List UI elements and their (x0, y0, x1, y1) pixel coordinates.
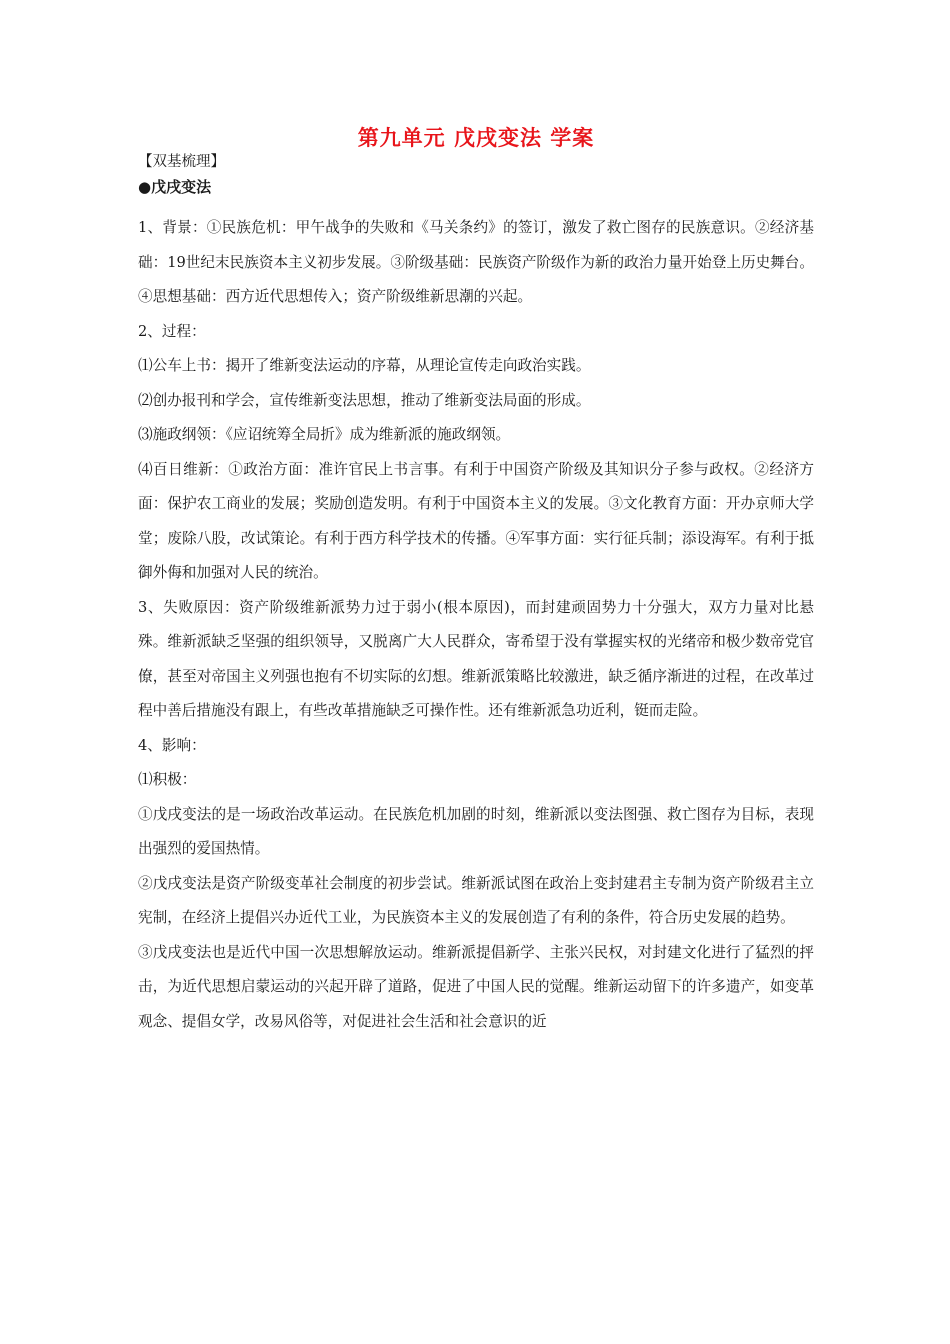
paragraph-impact-positive: ⑴积极： (138, 771, 197, 788)
paragraph-failure-reasons: 3、失败原因：资产阶级维新派势力过于弱小(根本原因)，而封建顽固势力十分强大，双方力量对比悬殊。维新派缺乏坚强的组织领导，又脱离广大人民群众，寄希望于没有掌握实权的光绪帝和极少数帝党官僚，甚至对帝国主义列强也抱有不切实际的幻想。维新派策略比较激进，缺乏循序渐进的过程，在改革过程中善后措施没有跟上，有些改革措施缺乏可操作性。还有维新派急功近利，铤而走险。 (138, 598, 814, 719)
section-tag: 【双基梳理】 (138, 154, 225, 170)
paragraph-process-3: ⑶施政纲领：《应诏统筹全局折》成为维新派的施政纲领。 (138, 426, 511, 443)
paragraph-process-heading: 2、过程： (138, 322, 206, 340)
paragraph-background: 1、背景：①民族危机：甲午战争的失败和《马关条约》的签订，激发了救亡图存的民族意识。②经济基础：19世纪末民族资本主义初步发展。③阶级基础：民族资产阶级作为新的政治力量开始登上历史舞台。④思想基础：西方近代思想传入；资产阶级维新思潮的兴起。 (138, 219, 814, 305)
document-title: 第九单元 戊戌变法 学案 (357, 126, 595, 150)
paragraph-impact-heading: 4、影响： (138, 736, 206, 754)
paragraph-process-1: ⑴公车上书：揭开了维新变法运动的序幕，从理论宣传走向政治实践。 (138, 357, 591, 374)
paragraph-impact-3: ③戊戌变法也是近代中国一次思想解放运动。维新派提倡新学、主张兴民权，对封建文化进行了猛烈的抨击，为近代思想启蒙运动的兴起开辟了道路，促进了中国人民的觉醒。维新运动留下的许多遗产，如变革观念、提倡女学，改易风俗等，对促进社会生活和社会意识的近 (138, 943, 814, 1030)
paragraph-impact-1: ①戊戌变法的是一场政治改革运动。在民族危机加剧的时刻，维新派以变法图强、救亡图存为目标，表现出强烈的爱国热情。 (138, 805, 814, 857)
paragraph-impact-2: ②戊戌变法是资产阶级变革社会制度的初步尝试。维新派试图在政治上变封建君主专制为资产阶级君主立宪制，在经济上提倡兴办近代工业，为民族资本主义的发展创造了有利的条件，符合历史发展的趋势。 (138, 874, 814, 926)
section-heading: ●戊戌变法 (138, 178, 212, 196)
document-body (138, 211, 814, 1039)
paragraph-process-2: ⑵创办报刊和学会，宣传维新变法思想，推动了维新变法局面的形成。 (138, 391, 591, 409)
paragraph-process-4: ⑷百日维新：①政治方面：准许官民上书言事。有利于中国资产阶级及其知识分子参与政权。②经济方面：保护农工商业的发展；奖励创造发明。有利于中国资本主义的发展。③文化教育方面：开办京师大学堂；废除八股，改试策论。有利于西方科学技术的传播。④军事方面：实行征兵制；添设海军。有利于抵御外侮和加强对人民的统治。 (138, 460, 814, 581)
